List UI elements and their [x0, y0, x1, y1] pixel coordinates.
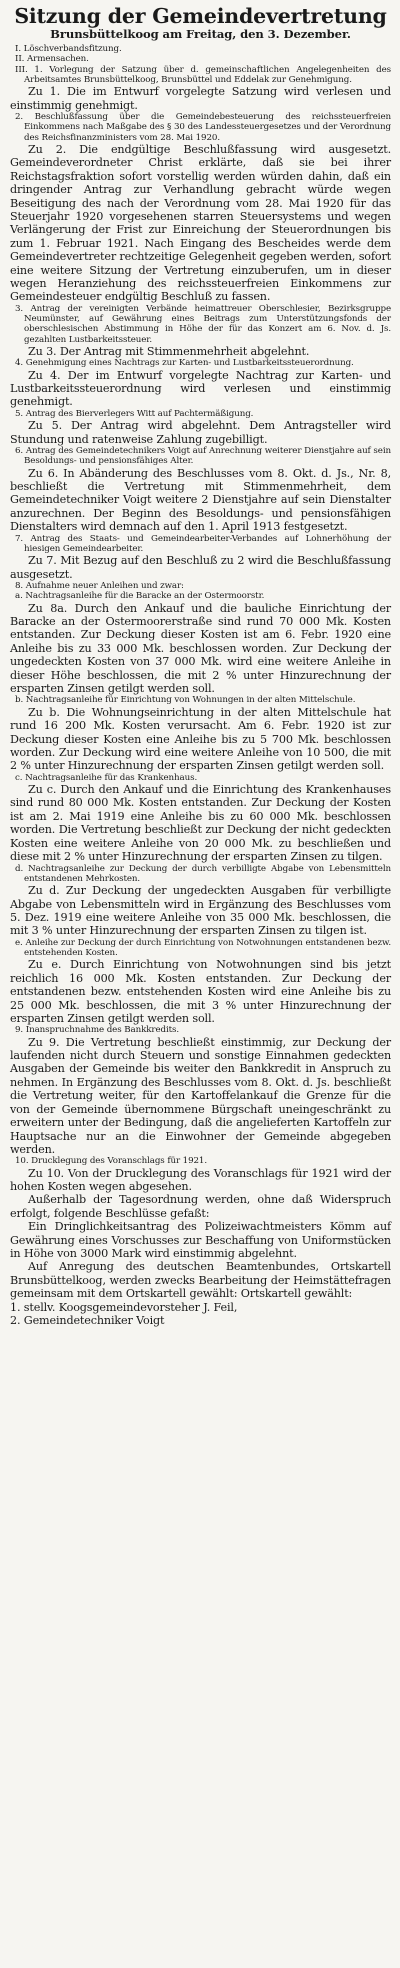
resolution-paragraph: Zu 2. Die endgültige Beschlußfassung wird ausgesetzt. Gemeindeverordneter Christ erklärte, daß sie bei ihrer Reichstagsfraktion sofort vorstellig werden würden dahin, daß ein dringender Antrag zur Verhandlung gebracht würde wegen Beseitigung des nach der Verordnung vom 28. Mai 1920 für das Steuerjahr 1920 vorgesehenen starren Steuersystems und wegen Verlängerung der Frist zur Einreichung der Steuerordnungen bis zum 1. Februar 1921. Nach Eingang des Bescheides werde dem Gemeindevertreter rechtzeitige Gelegenheit gegeben werden, sofort eine weitere Sitzung der Vertretung einzuberufen, um in dieser wegen Heranziehung des reichssteuerfreien Einkommens zur Gemeindesteuer endgültig Beschluß zu fassen. — [10, 142, 391, 304]
agenda-item: I. Löschverbandsfitzung. — [15, 44, 122, 54]
resolution-paragraph: Zu 3. Der Antrag mit Stimmenmehrheit abgelehnt. — [28, 344, 310, 358]
page-subtitle: Brunsbüttelkoog am Freitag, den 3. Dezember. — [50, 27, 351, 41]
resolution-paragraph: Zu 4. Der im Entwurf vorgelegte Nachtrag zur Karten- und Lustbarkeitssteuerordnung wird verlesen und einstimmig genehmigt. — [10, 368, 391, 409]
agenda-item: 8. Aufnahme neuer Anleihen und zwar: — [15, 581, 184, 592]
resolution-paragraph: Auf Anregung des deutschen Beamtenbundes, Ortskartell Brunsbüttelkoog, werden zwecks Bearbeitung der Heimstättefragen gemeinsam mit dem Ortskartell gewählt: Ortskartell gewählt: — [10, 1260, 391, 1301]
agenda-item: 10. Drucklegung des Voranschlags für 1921. — [15, 1156, 208, 1167]
resolution-paragraph: Zu d. Zur Deckung der ungedeckten Ausgaben für verbilligte Abgabe von Lebensmitteln wird in Ergänzung des Beschlusses vom 5. Dez. 1919 eine weitere Anleihe von 35 000 Mk. beschlossen, die mit 3 % unter Hinzurechnung der ersparten Zinsen zu tilgen ist. — [10, 884, 391, 938]
agenda-item: e. Anleihe zur Deckung der durch Einrichtung von Notwohnungen entstandenen bezw. entstehenden Kosten. — [15, 937, 391, 959]
agenda-item: a. Nachtragsanleihe für die Baracke an der Ostermoorstr. — [15, 591, 265, 602]
resolution-paragraph: Zu e. Durch Einrichtung von Notwohnungen sind bis jetzt reichlich 16 000 Mk. Kosten entstanden. Zur Deckung der entstandenen bezw. entstehenden Kosten wird eine Anleihe bis zu 25 000 Mk. beschlossen, die mit 3 % unter Hinzurechnung der ersparten Zinsen getilgt werden soll. — [10, 958, 391, 1025]
agenda-item: 9. Inanspruchnahme des Bankkredits. — [15, 1025, 180, 1036]
resolution-paragraph: Zu 8a. Durch den Ankauf und die bauliche Einrichtung der Baracke an der Ostermoorerstraße sind rund 70 000 Mk. Kosten entstanden. Zur Deckung dieser Kosten ist am 6. Febr. 1920 eine Anleihe bis zu 33 000 Mk. beschlossen worden. Zur Deckung der ungedeckten Kosten von 37 000 Mk. wird eine weitere Anleihe in dieser Höhe beschlossen, die mit 2 % unter Hinzurechnung der ersparten Zinsen getilgt werden soll. — [10, 601, 391, 696]
member-list-item: 2. Gemeindetechniker Voigt — [10, 1314, 165, 1328]
resolution-paragraph: Zu 6. In Abänderung des Beschlusses vom 8. Okt. d. Js., Nr. 8, beschließt die Vertretung mit Stimmenmehrheit, dem Gemeindetechniker Voigt weitere 2 Dienstjahre auf sein Dienstalter anzurechnen. Der Beginn des Besoldungs- und pensionsfähigen Dienstalters wird demnach auf den 1. April 1913 festgesetzt. — [10, 466, 391, 534]
agenda-item: 7. Antrag des Staats- und Gemeindearbeiter-Verbandes auf Lohnerhöhung der hiesigen Gemeindearbeiter. — [15, 533, 391, 554]
resolution-paragraph: Zu c. Durch den Ankauf und die Einrichtung des Krankenhauses sind rund 80 000 Mk. Kosten entstanden. Zur Deckung der Kosten ist am 2. Mai 1919 eine Anleihe bis zu 60 000 Mk. beschlossen worden. Die Vertretung beschließt zur Deckung der nicht gedeckten Kosten eine weitere Anleihe von 20 000 Mk. zu beschließen und diese mit 2 % unter Hinzurechnung der ersparten Zinsen zu tilgen. — [10, 783, 391, 864]
resolution-paragraph: Zu 10. Von der Drucklegung des Voranschlags für 1921 wird der hohen Kosten wegen abgesehen. — [10, 1166, 391, 1194]
page-title: Sitzung der Gemeindevertretung — [14, 4, 387, 28]
agenda-item: 5. Antrag des Bierverlegers Witt auf Pachtermäßigung. — [15, 408, 254, 419]
agenda-item: 6. Antrag des Gemeindetechnikers Voigt auf Anrechnung weiterer Dienstjahre auf sein Besoldungs- und pensionsfähiges Alter. — [15, 445, 391, 467]
agenda-item: c. Nachtragsanleihe für das Krankenhaus. — [15, 772, 198, 783]
resolution-paragraph: Zu b. Die Wohnungseinrichtung in der alten Mittelschule hat rund 16 200 Mk. Kosten verursacht. Am 6. Febr. 1920 ist zur Deckung dieser Kosten eine Anleihe bis zu 5 700 Mk. beschlossen worden. Zur Deckung wird eine weitere Anleihe von 10 500, die mit 2 % unter Hinzurechnung der ersparten Zinsen getilgt werden soll. — [10, 705, 391, 773]
agenda-item: 2. Beschlußfassung über die Gemeindebesteuerung des reichssteuerfreien Einkommens nach Maßgabe des § 30 des Landessteuergesetzes und der Verordnung des Reichsfinanzministers vom 28. Mai 1920. — [15, 112, 391, 143]
agenda-item: III. 1. Vorlegung der Satzung über d. gemeinschaftlichen Angelegenheiten des Arbeitsamtes Brunsbüttelkoog, Brunsbüttel und Eddelak zur Genehmigung. — [15, 64, 391, 85]
resolution-paragraph: Zu 1. Die im Entwurf vorgelegte Satzung wird verlesen und einstimmig genehmigt. — [10, 85, 391, 112]
agenda-item: 4. Genehmigung eines Nachtrags zur Karten- und Lustbarkeitssteuerordnung. — [15, 358, 354, 369]
member-list-item: 1. stellv. Koogsgemeindevorsteher J. Feil, — [10, 1300, 238, 1314]
agenda-item: II. Armensachen. — [15, 54, 89, 65]
resolution-paragraph: Außerhalb der Tagesordnung werden, ohne daß Widerspruch erfolgt, folgende Beschlüsse gefaßt: — [10, 1193, 391, 1220]
agenda-item: b. Nachtragsanleihe für Einrichtung von Wohnungen in der alten Mittelschule. — [15, 695, 356, 706]
resolution-paragraph: Zu 9. Die Vertretung beschließt einstimmig, zur Deckung der laufenden nicht durch Steuern und sonstige Einnahmen gedeckten Ausgaben der Gemeinde bis weiter den Bankkredit in Anspruch zu nehmen. In Ergänzung des Beschlusses vom 8. Okt. d. Js. beschließt die Vertretung weiter, für den Kartoffelankauf die Grenze für die von der Gemeinde übernommene Bürgschaft uneingeschränkt zu erweitern unter der Bedingung, daß die angelieferten Kartoffeln zur Hauptsache nur an die Einwohner der Gemeinde abgegeben werden. — [10, 1035, 391, 1156]
resolution-paragraph: Zu 5. Der Antrag wird abgelehnt. Dem Antragsteller wird Stundung und ratenweise Zahlung zugebilligt. — [10, 419, 391, 446]
resolution-paragraph: Ein Dringlichkeitsantrag des Polizeiwachtmeisters Kömm auf Gewährung eines Vorschusses zur Beschaffung von Uniformstücken in Höhe von 3000 Mark wird einstimmig abgelehnt. — [10, 1220, 391, 1261]
agenda-item: d. Nachtragsanleihe zur Deckung der durch verbilligte Abgabe von Lebensmitteln entstandenen Mehrkosten. — [15, 863, 391, 884]
resolution-paragraph: Zu 7. Mit Bezug auf den Beschluß zu 2 wird die Beschlußfassung ausgesetzt. — [10, 554, 391, 581]
article-body — [10, 44, 391, 1327]
agenda-item: 3. Antrag der vereinigten Verbände heimattreuer Oberschlesier, Bezirksgruppe Neumünster, auf Gewährung eines Beitrags zum Unterstützungsfonds der oberschlesischen Abstimmung in Höhe der für das Konzert am 6. Nov. d. Js. gezahlten Lustbarkeitssteuer. — [15, 303, 391, 345]
